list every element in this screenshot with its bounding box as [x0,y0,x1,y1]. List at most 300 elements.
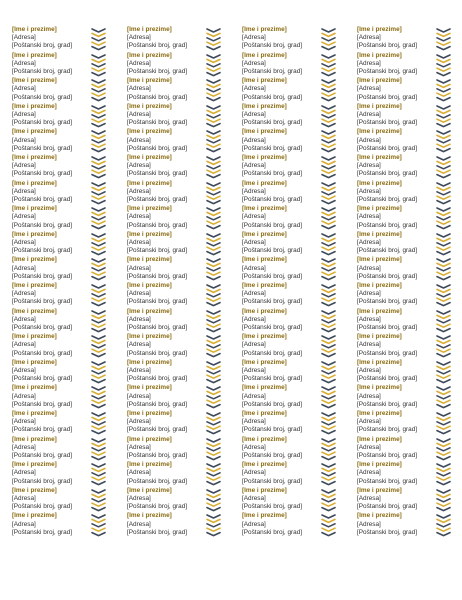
address-label [242,333,350,359]
postal-city-field[interactable]: [Poštanski broj, grad] [12,119,73,127]
address-field[interactable]: [Adresa] [357,59,381,67]
address-field[interactable]: [Adresa] [127,85,151,93]
name-field[interactable]: [Ime i prezime] [357,358,402,366]
address-field[interactable]: [Adresa] [357,136,381,144]
address-label [357,77,462,103]
address-field[interactable]: [Adresa] [12,290,36,298]
postal-city-field[interactable]: [Poštanski broj, grad] [127,400,188,408]
address-field[interactable]: [Adresa] [127,213,151,221]
postal-city-field[interactable]: [Poštanski broj, grad] [242,68,303,75]
postal-city-field[interactable]: [Poštanski broj, grad] [357,528,418,536]
label-text-block [242,52,322,77]
address-field[interactable]: [Adresa] [357,264,381,272]
name-field[interactable]: [Ime i prezime] [127,154,172,161]
address-field[interactable]: [Adresa] [242,443,266,451]
label-text-block [127,128,207,153]
name-field[interactable]: [Ime i prezime] [357,282,402,289]
name-field[interactable]: [Ime i prezime] [242,154,287,161]
postal-city-field[interactable]: [Poštanski broj, grad] [357,477,418,485]
address-field[interactable]: [Adresa] [357,290,381,298]
address-field[interactable]: [Adresa] [357,443,381,451]
address-field[interactable]: [Adresa] [242,495,266,502]
address-field[interactable]: [Adresa] [242,367,266,374]
name-field[interactable]: [Ime i prezime] [242,77,287,85]
label-text-block [242,103,322,128]
name-field[interactable]: [Ime i prezime] [12,77,57,85]
postal-city-field[interactable]: [Poštanski broj, grad] [242,349,303,357]
postal-city-field[interactable]: [Poštanski broj, grad] [357,375,418,383]
chevron-stack-icon [89,359,108,385]
chevron-stack-icon [319,512,338,538]
name-field[interactable]: [Ime i prezime] [127,179,172,187]
label-text-block [242,128,322,153]
chevron-stack-icon [89,52,108,78]
label-text-block [12,461,92,486]
postal-city-field[interactable]: [Poštanski broj, grad] [357,42,418,50]
name-field[interactable]: [Ime i prezime] [357,384,402,392]
postal-city-field[interactable]: [Poštanski broj, grad] [357,324,418,331]
postal-city-field[interactable]: [Poštanski broj, grad] [357,196,418,203]
address-field[interactable]: [Adresa] [357,239,381,246]
postal-city-field[interactable]: [Poštanski broj, grad] [357,119,418,127]
postal-city-field[interactable]: [Poštanski broj, grad] [357,400,418,408]
name-field[interactable]: [Ime i prezime] [357,26,402,33]
address-label [357,180,462,206]
address-field[interactable]: [Adresa] [357,418,381,426]
name-field[interactable]: [Ime i prezime] [127,77,172,85]
name-field[interactable]: [Ime i prezime] [242,333,287,341]
address-field[interactable]: [Adresa] [242,520,266,528]
postal-city-field[interactable]: [Poštanski broj, grad] [127,42,188,50]
label-text-block [242,384,322,409]
postal-city-field[interactable]: [Poštanski broj, grad] [127,375,188,383]
address-field[interactable]: [Adresa] [242,469,266,477]
postal-city-field[interactable]: [Poštanski broj, grad] [127,272,188,280]
postal-city-field[interactable]: [Poštanski broj, grad] [127,426,188,434]
postal-city-field[interactable]: [Poštanski broj, grad] [127,247,188,255]
address-field[interactable]: [Adresa] [127,495,151,502]
chevron-stack-icon [204,205,223,231]
address-field[interactable]: [Adresa] [12,59,36,67]
postal-city-field[interactable]: [Poštanski broj, grad] [12,196,73,203]
name-field[interactable]: [Ime i prezime] [242,51,287,59]
postal-city-field[interactable]: [Poštanski broj, grad] [242,93,303,101]
address-field[interactable]: [Adresa] [357,213,381,221]
address-field[interactable]: [Adresa] [357,162,381,170]
postal-city-field[interactable]: [Poštanski broj, grad] [242,272,303,280]
address-label [242,384,350,410]
postal-city-field[interactable]: [Poštanski broj, grad] [242,528,303,536]
name-field[interactable]: [Ime i prezime] [12,230,57,238]
name-field[interactable]: [Ime i prezime] [127,256,172,264]
address-label [242,205,350,231]
address-field[interactable]: [Adresa] [127,111,151,118]
name-field[interactable]: [Ime i prezime] [357,307,402,315]
address-field[interactable]: [Adresa] [357,469,381,477]
postal-city-field[interactable]: [Poštanski broj, grad] [127,298,188,306]
chevron-stack-icon [89,461,108,487]
address-field[interactable]: [Adresa] [242,34,266,42]
chevron-stack-icon [434,128,453,154]
chevron-stack-icon [89,154,108,180]
name-field[interactable]: [Ime i prezime] [242,410,287,417]
postal-city-field[interactable]: [Poštanski broj, grad] [12,503,73,511]
label-text-block [357,77,437,102]
address-label [127,359,235,385]
postal-city-field[interactable]: [Poštanski broj, grad] [12,144,73,152]
postal-city-field[interactable]: [Poštanski broj, grad] [127,119,188,127]
label-text-block [242,77,322,102]
name-field[interactable]: [Ime i prezime] [127,384,172,392]
postal-city-field[interactable]: [Poštanski broj, grad] [242,170,303,178]
name-field[interactable]: [Ime i prezime] [242,128,287,136]
name-field[interactable]: [Ime i prezime] [127,102,172,110]
postal-city-field[interactable]: [Poštanski broj, grad] [242,247,303,255]
label-text-block [242,410,322,435]
name-field[interactable]: [Ime i prezime] [12,333,57,341]
postal-city-field[interactable]: [Poštanski broj, grad] [127,221,188,229]
address-field[interactable]: [Adresa] [357,34,381,42]
name-field[interactable]: [Ime i prezime] [127,128,172,136]
name-field[interactable]: [Ime i prezime] [357,256,402,264]
address-field[interactable]: [Adresa] [127,264,151,272]
label-text-block [127,256,207,281]
address-field[interactable]: [Adresa] [242,341,266,349]
address-field[interactable]: [Adresa] [127,418,151,426]
postal-city-field[interactable]: [Poštanski broj, grad] [357,144,418,152]
name-field[interactable]: [Ime i prezime] [242,26,287,33]
address-field[interactable]: [Adresa] [127,290,151,298]
address-field[interactable]: [Adresa] [242,264,266,272]
name-field[interactable]: [Ime i prezime] [12,435,57,443]
postal-city-field[interactable]: [Poštanski broj, grad] [12,68,73,75]
postal-city-field[interactable]: [Poštanski broj, grad] [127,324,188,331]
name-field[interactable]: [Ime i prezime] [242,512,287,520]
name-field[interactable]: [Ime i prezime] [12,282,57,289]
chevron-stack-icon [434,359,453,385]
chevron-stack-icon [434,77,453,103]
address-field[interactable]: [Adresa] [12,162,36,170]
address-field[interactable]: [Adresa] [127,162,151,170]
address-label [12,512,120,538]
postal-city-field[interactable]: [Poštanski broj, grad] [357,298,418,306]
address-field[interactable]: [Adresa] [12,341,36,349]
name-field[interactable]: [Ime i prezime] [242,282,287,289]
chevron-stack-icon [434,52,453,78]
chevron-stack-icon [434,436,453,462]
postal-city-field[interactable]: [Poštanski broj, grad] [127,452,188,459]
postal-city-field[interactable]: [Poštanski broj, grad] [242,221,303,229]
postal-city-field[interactable]: [Poštanski broj, grad] [357,93,418,101]
label-text-block [242,359,322,384]
label-text-block [12,512,92,537]
address-label [357,436,462,462]
postal-city-field[interactable]: [Poštanski broj, grad] [127,68,188,75]
name-field[interactable]: [Ime i prezime] [127,435,172,443]
postal-city-field[interactable]: [Poštanski broj, grad] [357,349,418,357]
postal-city-field[interactable]: [Poštanski broj, grad] [242,503,303,511]
postal-city-field[interactable]: [Poštanski broj, grad] [242,196,303,203]
name-field[interactable]: [Ime i prezime] [127,307,172,315]
address-field[interactable]: [Adresa] [12,264,36,272]
postal-city-field[interactable]: [Poštanski broj, grad] [242,298,303,306]
postal-city-field[interactable]: [Poštanski broj, grad] [12,298,73,306]
name-field[interactable]: [Ime i prezime] [242,307,287,315]
name-field[interactable]: [Ime i prezime] [242,205,287,213]
address-field[interactable]: [Adresa] [357,315,381,323]
postal-city-field[interactable]: [Poštanski broj, grad] [357,68,418,75]
name-field[interactable]: [Ime i prezime] [357,461,402,469]
name-field[interactable]: [Ime i prezime] [12,512,57,520]
address-field[interactable]: [Adresa] [242,239,266,246]
chevron-stack-icon [434,461,453,487]
postal-city-field[interactable]: [Poštanski broj, grad] [357,170,418,178]
postal-city-field[interactable]: [Poštanski broj, grad] [12,42,73,50]
address-field[interactable]: [Adresa] [242,59,266,67]
address-label [357,256,462,282]
name-field[interactable]: [Ime i prezime] [12,410,57,417]
postal-city-field[interactable]: [Poštanski broj, grad] [242,477,303,485]
label-text-block [242,180,322,205]
postal-city-field[interactable]: [Poštanski broj, grad] [242,42,303,50]
chevron-stack-icon [434,256,453,282]
name-field[interactable]: [Ime i prezime] [242,486,287,494]
address-field[interactable]: [Adresa] [12,136,36,144]
address-field[interactable]: [Adresa] [242,213,266,221]
name-field[interactable]: [Ime i prezime] [127,205,172,213]
name-field[interactable]: [Ime i prezime] [357,410,402,417]
name-field[interactable]: [Ime i prezime] [357,128,402,136]
address-label [357,333,462,359]
postal-city-field[interactable]: [Poštanski broj, grad] [12,477,73,485]
address-label [357,487,462,513]
address-field[interactable]: [Adresa] [357,520,381,528]
name-field[interactable]: [Ime i prezime] [357,51,402,59]
address-field[interactable]: [Adresa] [357,367,381,374]
address-field[interactable]: [Adresa] [12,34,36,42]
name-field[interactable]: [Ime i prezime] [12,179,57,187]
chevron-stack-icon [89,77,108,103]
address-field[interactable]: [Adresa] [12,367,36,374]
postal-city-field[interactable]: [Poštanski broj, grad] [127,349,188,357]
label-text-block [12,231,92,256]
address-field[interactable]: [Adresa] [12,495,36,502]
address-field[interactable]: [Adresa] [242,111,266,118]
postal-city-field[interactable]: [Poštanski broj, grad] [12,400,73,408]
postal-city-field[interactable]: [Poštanski broj, grad] [242,452,303,459]
address-field[interactable]: [Adresa] [127,469,151,477]
chevron-stack-icon [89,103,108,129]
address-field[interactable]: [Adresa] [12,392,36,400]
address-field[interactable]: [Adresa] [12,111,36,118]
name-field[interactable]: [Ime i prezime] [12,256,57,264]
name-field[interactable]: [Ime i prezime] [12,384,57,392]
address-field[interactable]: [Adresa] [242,392,266,400]
postal-city-field[interactable]: [Poštanski broj, grad] [127,93,188,101]
name-field[interactable]: [Ime i prezime] [127,230,172,238]
name-field[interactable]: [Ime i prezime] [357,77,402,85]
label-text-block [357,461,437,486]
postal-city-field[interactable]: [Poštanski broj, grad] [12,452,73,459]
address-field[interactable]: [Adresa] [12,213,36,221]
name-field[interactable]: [Ime i prezime] [357,205,402,213]
name-field[interactable]: [Ime i prezime] [357,333,402,341]
address-label [12,77,120,103]
label-text-block [12,436,92,461]
label-text-block [357,256,437,281]
postal-city-field[interactable]: [Poštanski broj, grad] [357,247,418,255]
chevron-stack-icon [204,128,223,154]
address-label [127,180,235,206]
name-field[interactable]: [Ime i prezime] [12,307,57,315]
address-field[interactable]: [Adresa] [127,239,151,246]
address-label [12,26,120,52]
name-field[interactable]: [Ime i prezime] [12,128,57,136]
postal-city-field[interactable]: [Poštanski broj, grad] [242,375,303,383]
address-field[interactable]: [Adresa] [127,136,151,144]
postal-city-field[interactable]: [Poštanski broj, grad] [127,503,188,511]
address-field[interactable]: [Adresa] [127,59,151,67]
address-field[interactable]: [Adresa] [242,85,266,93]
postal-city-field[interactable]: [Poštanski broj, grad] [357,272,418,280]
name-field[interactable]: [Ime i prezime] [127,282,172,289]
name-field[interactable]: [Ime i prezime] [242,102,287,110]
label-text-block [357,231,437,256]
postal-city-field[interactable]: [Poštanski broj, grad] [242,324,303,331]
address-field[interactable]: [Adresa] [127,187,151,195]
postal-city-field[interactable]: [Poštanski broj, grad] [357,452,418,459]
address-field[interactable]: [Adresa] [357,85,381,93]
address-field[interactable]: [Adresa] [12,469,36,477]
name-field[interactable]: [Ime i prezime] [127,358,172,366]
postal-city-field[interactable]: [Poštanski broj, grad] [127,170,188,178]
label-text-block [127,205,207,230]
postal-city-field[interactable]: [Poštanski broj, grad] [242,119,303,127]
name-field[interactable]: [Ime i prezime] [242,230,287,238]
address-field[interactable]: [Adresa] [127,315,151,323]
address-field[interactable]: [Adresa] [242,162,266,170]
address-field[interactable]: [Adresa] [12,187,36,195]
postal-city-field[interactable]: [Poštanski broj, grad] [127,144,188,152]
postal-city-field[interactable]: [Poštanski broj, grad] [357,503,418,511]
address-field[interactable]: [Adresa] [127,341,151,349]
name-field[interactable]: [Ime i prezime] [127,51,172,59]
address-field[interactable]: [Adresa] [357,341,381,349]
address-field[interactable]: [Adresa] [12,520,36,528]
name-field[interactable]: [Ime i prezime] [12,461,57,469]
label-text-block [12,26,92,51]
address-field[interactable]: [Adresa] [357,392,381,400]
name-field[interactable]: [Ime i prezime] [242,435,287,443]
name-field[interactable]: [Ime i prezime] [242,256,287,264]
postal-city-field[interactable]: [Poštanski broj, grad] [12,528,73,536]
address-label [127,308,235,334]
postal-city-field[interactable]: [Poštanski broj, grad] [12,375,73,383]
address-field[interactable]: [Adresa] [12,85,36,93]
name-field[interactable]: [Ime i prezime] [127,410,172,417]
name-field[interactable]: [Ime i prezime] [127,512,172,520]
postal-city-field[interactable]: [Poštanski broj, grad] [242,426,303,434]
postal-city-field[interactable]: [Poštanski broj, grad] [12,324,73,331]
address-field[interactable]: [Adresa] [242,187,266,195]
name-field[interactable]: [Ime i prezime] [357,230,402,238]
address-label [242,410,350,436]
postal-city-field[interactable]: [Poštanski broj, grad] [12,349,73,357]
name-field[interactable]: [Ime i prezime] [12,154,57,161]
name-field[interactable]: [Ime i prezime] [357,179,402,187]
address-field[interactable]: [Adresa] [242,290,266,298]
address-field[interactable]: [Adresa] [242,315,266,323]
address-label [127,282,235,308]
chevron-stack-icon [204,487,223,513]
name-field[interactable]: [Ime i prezime] [12,205,57,213]
name-field[interactable]: [Ime i prezime] [127,486,172,494]
address-field[interactable]: [Adresa] [127,443,151,451]
address-field[interactable]: [Adresa] [12,239,36,246]
postal-city-field[interactable]: [Poštanski broj, grad] [12,247,73,255]
name-field[interactable]: [Ime i prezime] [12,51,57,59]
address-field[interactable]: [Adresa] [127,392,151,400]
postal-city-field[interactable]: [Poštanski broj, grad] [12,426,73,434]
address-field[interactable]: [Adresa] [357,111,381,118]
address-label [357,282,462,308]
postal-city-field[interactable]: [Poštanski broj, grad] [357,426,418,434]
postal-city-field[interactable]: [Poštanski broj, grad] [12,93,73,101]
postal-city-field[interactable]: [Poštanski broj, grad] [12,221,73,229]
postal-city-field[interactable]: [Poštanski broj, grad] [12,170,73,178]
name-field[interactable]: [Ime i prezime] [357,486,402,494]
name-field[interactable]: [Ime i prezime] [357,435,402,443]
address-field[interactable]: [Adresa] [12,418,36,426]
name-field[interactable]: [Ime i prezime] [12,486,57,494]
address-label [127,384,235,410]
postal-city-field[interactable]: [Poštanski broj, grad] [242,144,303,152]
postal-city-field[interactable]: [Poštanski broj, grad] [127,528,188,536]
chevron-stack-icon [204,436,223,462]
address-field[interactable]: [Adresa] [127,367,151,374]
name-field[interactable]: [Ime i prezime] [12,358,57,366]
name-field[interactable]: [Ime i prezime] [12,26,57,33]
name-field[interactable]: [Ime i prezime] [127,333,172,341]
address-field[interactable]: [Adresa] [242,418,266,426]
name-field[interactable]: [Ime i prezime] [357,512,402,520]
address-field[interactable]: [Adresa] [12,443,36,451]
name-field[interactable]: [Ime i prezime] [127,26,172,33]
name-field[interactable]: [Ime i prezime] [242,358,287,366]
postal-city-field[interactable]: [Poštanski broj, grad] [127,477,188,485]
postal-city-field[interactable]: [Poštanski broj, grad] [242,400,303,408]
name-field[interactable]: [Ime i prezime] [357,102,402,110]
name-field[interactable]: [Ime i prezime] [242,461,287,469]
postal-city-field[interactable]: [Poštanski broj, grad] [357,221,418,229]
address-field[interactable]: [Adresa] [357,187,381,195]
address-field[interactable]: [Adresa] [12,315,36,323]
chevron-stack-icon [204,410,223,436]
name-field[interactable]: [Ime i prezime] [357,154,402,161]
name-field[interactable]: [Ime i prezime] [127,461,172,469]
name-field[interactable]: [Ime i prezime] [12,102,57,110]
label-text-block [12,308,92,333]
address-field[interactable]: [Adresa] [127,520,151,528]
label-text-block [127,154,207,179]
postal-city-field[interactable]: [Poštanski broj, grad] [127,196,188,203]
name-field[interactable]: [Ime i prezime] [242,179,287,187]
address-field[interactable]: [Adresa] [127,34,151,42]
address-field[interactable]: [Adresa] [357,495,381,502]
name-field[interactable]: [Ime i prezime] [242,384,287,392]
address-field[interactable]: [Adresa] [242,136,266,144]
postal-city-field[interactable]: [Poštanski broj, grad] [12,272,73,280]
